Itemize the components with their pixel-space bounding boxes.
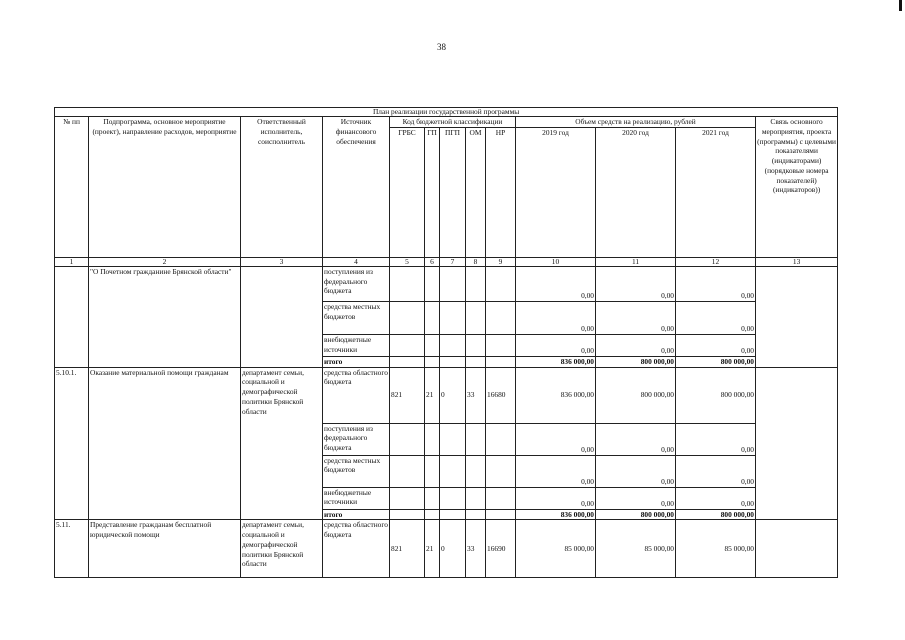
column-number: 4 [323,257,390,266]
value-2019: 0,00 [516,423,596,455]
header-gp: ГП [425,127,440,257]
header-2020: 2020 год [596,127,676,257]
gp-cell: 21 [425,367,440,423]
value-2019: 0,00 [516,301,596,334]
value-2021: 800 000,00 [676,356,756,367]
block1-num [55,266,89,367]
table-title: План реализации государственной программы [55,108,838,117]
header-responsible: Ответственный исполнитель, соисполнитель [241,117,323,258]
value-2020: 0,00 [596,487,676,509]
value-2020: 800 000,00 [596,356,676,367]
value-2019: 836 000,00 [516,356,596,367]
column-numbers-row [55,257,838,266]
source-cell: поступления из федерального бюджета [323,423,390,455]
block3-name: Представление гражданам бесплатной юридической помощи [89,520,241,578]
header-subprogram: Подпрограмма, основное мероприятие (проект), направление расходов, мероприятие [89,117,241,258]
header-2019: 2019 год [516,127,596,257]
gp-cell: 21 [425,520,440,578]
block1-title: "О Почетном гражданине Брянской области" [89,266,241,367]
header-grbs: ГРБС [390,127,425,257]
value-2019: 0,00 [516,266,596,301]
value-2019: 836 000,00 [516,509,596,520]
np-cell: 16680 [486,367,516,423]
source-cell: итого [323,356,390,367]
column-number: 6 [425,257,440,266]
header-om: ОМ [466,127,486,257]
block3-num: 5.11. [55,520,89,578]
block3-responsible: департамент семьи, социальной и демографической политики Брянской области [241,520,323,578]
table-row [55,266,838,301]
value-2020: 85 000,00 [596,520,676,578]
block2-num: 5.10.1. [55,367,89,520]
value-2021: 0,00 [676,266,756,301]
column-number: 5 [390,257,425,266]
value-2019: 0,00 [516,487,596,509]
value-2021: 800 000,00 [676,367,756,423]
value-2021: 0,00 [676,423,756,455]
header-link: Связь основного мероприятия, проекта (программы) с целевыми показателями (индикаторами) (порядковые номера показателей) (индикаторов)) [756,117,838,258]
header-2021: 2021 год [676,127,756,257]
value-2019: 85 000,00 [516,520,596,578]
grbs-cell: 821 [390,367,425,423]
value-2020: 0,00 [596,455,676,487]
pgp-cell: 0 [440,520,466,578]
scan-corner-mark [899,0,902,11]
program-plan-table [54,107,838,578]
value-2021: 0,00 [676,487,756,509]
source-cell: итого [323,509,390,520]
value-2021: 800 000,00 [676,509,756,520]
source-cell: средства областного бюджета [323,367,390,423]
value-2021: 0,00 [676,334,756,356]
column-number: 13 [756,257,838,266]
np-cell: 16690 [486,520,516,578]
column-number: 3 [241,257,323,266]
source-cell: средства областного бюджета [323,520,390,578]
block3-link [756,520,838,578]
value-2019: 0,00 [516,334,596,356]
header-source: Источник финансового обеспечения [323,117,390,258]
source-cell: средства местных бюджетов [323,455,390,487]
table-row [55,367,838,423]
header-volume: Объем средств на реализацию, рублей [516,117,756,128]
table-title-row [55,108,838,117]
block2-link [756,367,838,520]
source-cell: поступления из федерального бюджета [323,266,390,301]
source-cell: внебюджетные источники [323,334,390,356]
column-number: 1 [55,257,89,266]
block2-responsible: департамент семьи, социальной и демографической политики Брянской области [241,367,323,520]
value-2020: 0,00 [596,301,676,334]
source-cell: внебюджетные источники [323,487,390,509]
block1-responsible [241,266,323,367]
column-number: 9 [486,257,516,266]
header-num: № пп [55,117,89,258]
header-row [55,117,838,128]
block2-name: Оказание материальной помощи гражданам [89,367,241,520]
value-2020: 0,00 [596,423,676,455]
column-number: 7 [440,257,466,266]
header-pgp: ПГП [440,127,466,257]
page-number: 38 [437,42,446,52]
source-cell: средства местных бюджетов [323,301,390,334]
om-cell: 33 [466,520,486,578]
column-number: 11 [596,257,676,266]
value-2021: 0,00 [676,301,756,334]
value-2021: 0,00 [676,455,756,487]
value-2020: 800 000,00 [596,509,676,520]
value-2020: 0,00 [596,334,676,356]
value-2019: 836 000,00 [516,367,596,423]
header-budget-code: Код бюджетной классификации [390,117,516,128]
grbs-cell: 821 [390,520,425,578]
value-2019: 0,00 [516,455,596,487]
column-number: 10 [516,257,596,266]
table-row [55,520,838,578]
column-number: 8 [466,257,486,266]
column-number: 2 [89,257,241,266]
header-np: НР [486,127,516,257]
value-2020: 800 000,00 [596,367,676,423]
pgp-cell: 0 [440,367,466,423]
column-number: 12 [676,257,756,266]
block1-link [756,266,838,367]
om-cell: 33 [466,367,486,423]
value-2021: 85 000,00 [676,520,756,578]
value-2020: 0,00 [596,266,676,301]
